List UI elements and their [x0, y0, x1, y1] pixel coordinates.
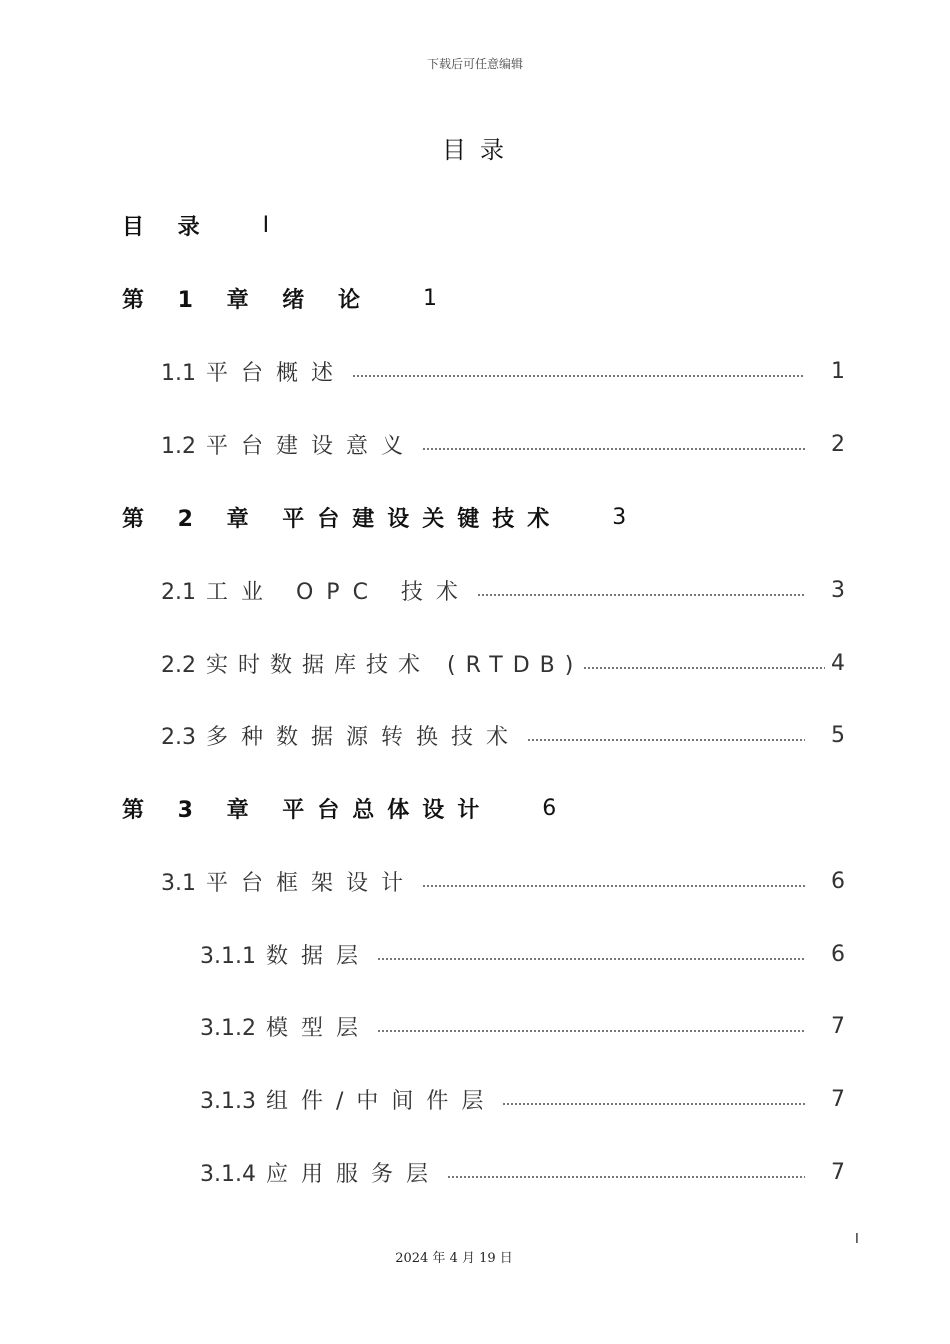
toc-entry-number: 3.1.4 [200, 1161, 256, 1187]
toc-entry-page: 1 [422, 285, 441, 311]
toc-entry-number: 3.1.3 [200, 1088, 256, 1114]
toc-entry-label: 目 录 [122, 214, 213, 240]
toc-entry-number: 2.2 [161, 652, 196, 678]
toc-entry-label: 第 1 章 绪 论 [122, 287, 373, 313]
footer-date: 2024 年 4 月 19 日 [395, 1251, 513, 1266]
toc-entry-page: 7 [831, 1159, 845, 1185]
page-number: I [855, 1232, 859, 1247]
header-note: 下载后可任意编辑 [426, 57, 523, 71]
toc-entry-number: 2.1 [161, 579, 196, 605]
toc-entry-chapter-3[interactable] [122, 788, 560, 828]
toc-entry-1-2[interactable] [161, 424, 845, 464]
toc-entry-page: I [262, 212, 274, 238]
toc-entry-contents[interactable] [122, 205, 273, 245]
toc-entry-page: 3 [831, 577, 845, 603]
toc-entry-label: 应用服务层 [265, 1161, 441, 1187]
toc-entry-2-2[interactable] [161, 643, 845, 683]
leader-dots [502, 1103, 805, 1105]
toc-entry-number: 3.1.1 [200, 943, 256, 969]
toc-entry-number: 3.1.2 [200, 1015, 256, 1041]
toc-entry-number: 2.3 [161, 724, 196, 750]
toc-entry-page: 1 [831, 358, 845, 384]
leader-dots [422, 448, 805, 450]
leader-dots [583, 667, 825, 669]
toc-entry-page: 7 [831, 1086, 845, 1112]
toc-entry-label: 第 3 章 平台总体设计 [122, 797, 493, 823]
toc-entry-label: 数据层 [265, 943, 371, 969]
toc-entry-3-1-1[interactable] [200, 934, 845, 974]
toc-entry-number: 1.2 [161, 433, 196, 459]
toc-entry-label: 多种数据源转换技术 [206, 724, 522, 750]
toc-entry-2-1[interactable] [161, 570, 845, 610]
toc-entry-3-1-4[interactable] [200, 1152, 845, 1192]
leader-dots [377, 1030, 805, 1032]
toc-entry-label: 实时数据库技术 (RTDB) [206, 652, 584, 678]
toc-entry-label: 模型层 [265, 1015, 371, 1041]
toc-entry-chapter-2[interactable] [122, 497, 630, 537]
leader-dots [447, 1176, 805, 1178]
page-title: 目录 [442, 136, 518, 164]
toc-entry-label: 组件/中间件层 [265, 1088, 497, 1114]
toc-entry-page: 6 [831, 868, 845, 894]
toc-entry-page: 4 [831, 650, 845, 676]
toc-entry-page: 2 [831, 431, 845, 457]
toc-entry-number: 3.1 [161, 870, 196, 896]
leader-dots [352, 375, 805, 377]
leader-dots [422, 885, 805, 887]
toc-entry-chapter-1[interactable] [122, 278, 441, 318]
leader-dots [477, 594, 805, 596]
leader-dots [377, 958, 805, 960]
toc-entry-label: 第 2 章 平台建设关键技术 [122, 506, 563, 532]
toc-entry-page: 3 [612, 504, 631, 530]
toc-entry-label: 平台建设意义 [206, 433, 417, 459]
toc-entry-3-1[interactable] [161, 861, 845, 901]
toc-entry-1-1[interactable] [161, 351, 845, 391]
toc-entry-page: 6 [542, 795, 561, 821]
toc-entry-number: 1.1 [161, 360, 196, 386]
toc-entry-label: 平台概述 [206, 360, 347, 386]
toc-entry-page: 7 [831, 1013, 845, 1039]
toc-entry-2-3[interactable] [161, 715, 845, 755]
toc-entry-3-1-2[interactable] [200, 1006, 845, 1046]
toc-entry-3-1-3[interactable] [200, 1079, 845, 1119]
toc-entry-page: 6 [831, 941, 845, 967]
toc-entry-label: 平台框架设计 [206, 870, 417, 896]
toc-entry-page: 5 [831, 722, 845, 748]
toc-entry-label: 工业 OPC 技术 [206, 579, 471, 605]
leader-dots [527, 739, 805, 741]
